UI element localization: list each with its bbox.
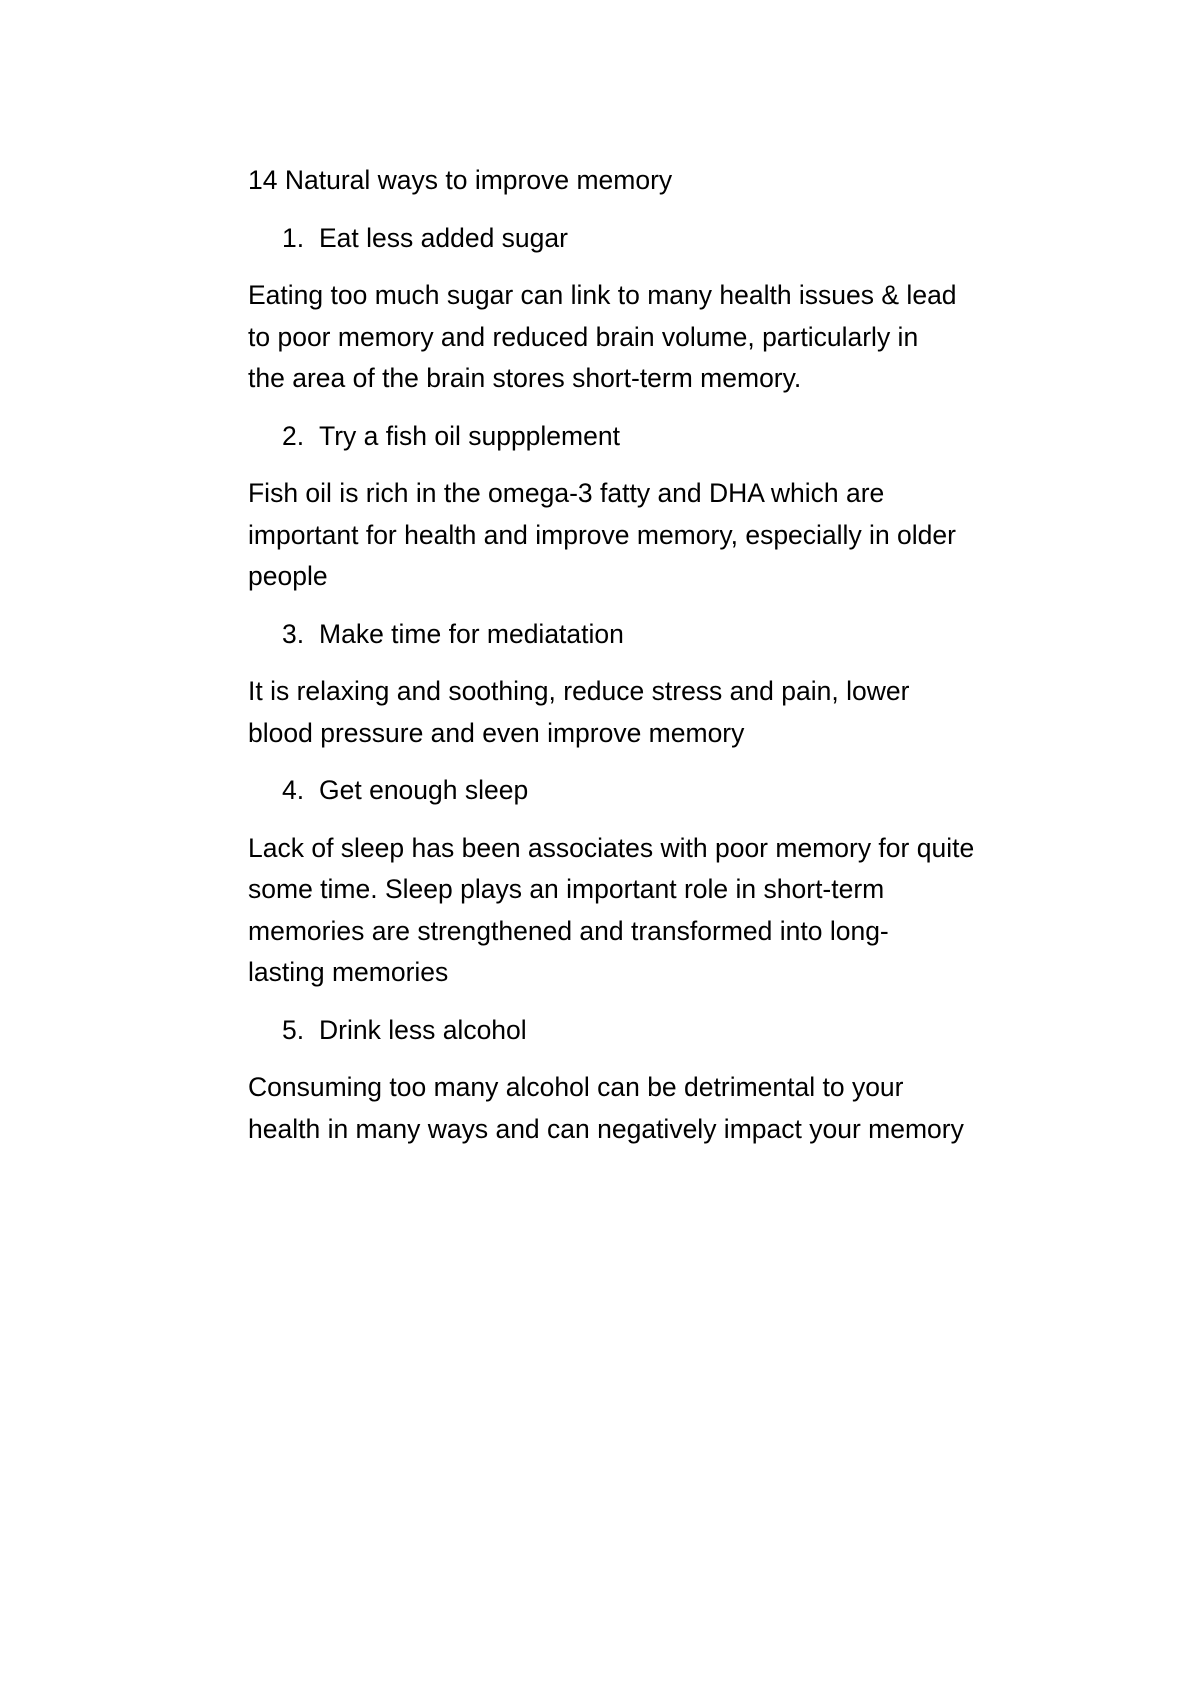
paragraph-line: Eating too much sugar can link to many health issues & lead — [248, 280, 957, 310]
list-item-number: 4. — [282, 775, 305, 805]
list-item-title: Drink less alcohol — [319, 1014, 527, 1045]
paragraph-line: people — [248, 561, 328, 591]
paragraph-line: Consuming too many alcohol can be detrimental to your — [248, 1072, 904, 1102]
list-item-number: 5. — [282, 1014, 305, 1045]
list-item-heading — [248, 770, 1088, 812]
section-paragraph — [248, 1067, 1068, 1150]
list-item-title: Make time for mediatation — [319, 618, 624, 649]
paragraph-line: some time. Sleep plays an important role in short-term — [248, 874, 885, 904]
paragraph-line: the area of the brain stores short-term memory. — [248, 363, 802, 393]
list-item-number: 1. — [282, 222, 305, 253]
document-title: 14 Natural ways to improve memory — [248, 165, 673, 195]
paragraph-line: Lack of sleep has been associates with poor memory for quite — [248, 832, 975, 863]
list-item-number: 2. — [282, 420, 305, 451]
list-item-title: Get enough sleep — [319, 775, 529, 805]
list-item-number: 3. — [282, 618, 305, 649]
list-item-heading — [248, 1010, 1088, 1052]
paragraph-line: to poor memory and reduced brain volume, particularly in — [248, 321, 919, 352]
list-item-heading — [248, 218, 1088, 260]
list-item-heading — [248, 416, 1088, 458]
list-item-title: Eat less added sugar — [319, 222, 568, 253]
list-item-title: Try a fish oil suppplement — [319, 420, 620, 451]
paragraph-line: blood pressure and even improve memory — [248, 717, 745, 748]
paragraph-line: Fish oil is rich in the omega-3 fatty and DHA which are — [248, 478, 885, 508]
section-paragraph — [248, 828, 1068, 994]
document-body — [248, 160, 1088, 1166]
paragraph-line: It is relaxing and soothing, reduce stress and pain, lower — [248, 676, 910, 706]
paragraph-line: lasting memories — [248, 957, 449, 987]
paragraph-line: important for health and improve memory, especially in older — [248, 519, 956, 550]
list-item-heading — [248, 614, 1088, 656]
paragraph-line: health in many ways and can negatively impact your memory — [248, 1113, 964, 1144]
section-paragraph — [248, 671, 1068, 754]
section-paragraph — [248, 275, 1068, 400]
section-paragraph — [248, 473, 1068, 598]
paragraph-line: memories are strengthened and transformed into long- — [248, 915, 889, 946]
